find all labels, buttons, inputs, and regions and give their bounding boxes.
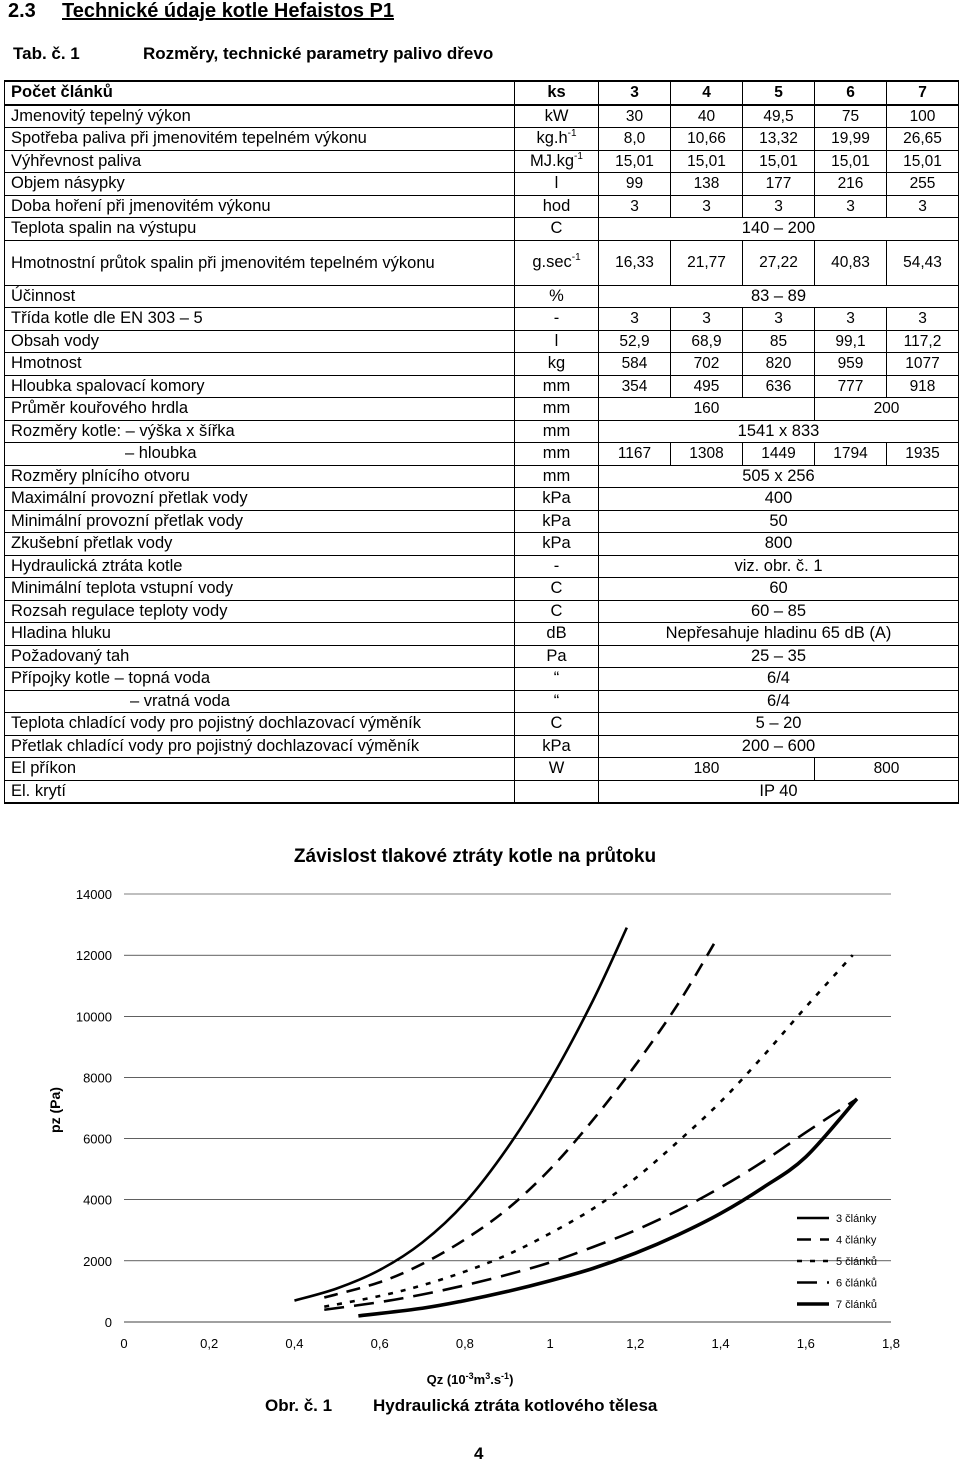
value-cell: 25 – 35 (599, 645, 959, 668)
table-row (5, 195, 959, 218)
unit-cell: C (515, 713, 599, 736)
series-line-3 (294, 928, 626, 1301)
header-value: 3 (599, 81, 671, 105)
table-row (5, 600, 959, 623)
unit-cell: % (515, 285, 599, 308)
legend-label: 7 článků (836, 1299, 877, 1311)
param-cell: Přetlak chladící vody pro pojistný dochlazovací výměník (5, 735, 515, 758)
table-row (5, 150, 959, 173)
value-cell: 117,2 (887, 330, 959, 353)
x-axis-label-part: m (473, 1372, 486, 1387)
table-row (5, 555, 959, 578)
value-cell: 180 (599, 758, 815, 781)
value-cell: 3 (671, 308, 743, 331)
value-cell: 15,01 (743, 150, 815, 173)
series-line-7 (358, 1099, 857, 1316)
value-cell: 138 (671, 173, 743, 196)
table-row (5, 308, 959, 331)
unit-cell: mm (515, 465, 599, 488)
param-cell: Hladina hluku (5, 623, 515, 646)
figure-caption-title: Hydraulická ztráta kotlového tělesa (373, 1396, 658, 1415)
unit-cell: kW (515, 105, 599, 128)
value-cell: 1308 (671, 443, 743, 466)
unit-cell: kPa (515, 735, 599, 758)
table-row (5, 420, 959, 443)
value-cell: 85 (743, 330, 815, 353)
value-cell: 918 (887, 375, 959, 398)
unit-cell: mm (515, 420, 599, 443)
x-axis-label-part: Qz (10 (426, 1372, 466, 1387)
unit-cell: kPa (515, 488, 599, 511)
value-cell: 1449 (743, 443, 815, 466)
value-cell: 959 (815, 353, 887, 376)
value-cell: 15,01 (887, 150, 959, 173)
value-cell: 1167 (599, 443, 671, 466)
value-cell: IP 40 (599, 780, 959, 803)
param-cell: Hmotnostní průtok spalin při jmenovitém tepelném výkonu (5, 240, 515, 285)
value-cell: 140 – 200 (599, 218, 959, 241)
value-cell: viz. obr. č. 1 (599, 555, 959, 578)
value-cell: 10,66 (671, 128, 743, 151)
value-cell: 702 (671, 353, 743, 376)
value-cell: 3 (815, 195, 887, 218)
value-cell: 99,1 (815, 330, 887, 353)
param-cell: Objem násypky (5, 173, 515, 196)
table-caption-title: Rozměry, technické parametry palivo dřevo (143, 44, 494, 63)
x-tick-label: 1,4 (711, 1336, 730, 1351)
value-cell: 3 (887, 195, 959, 218)
value-cell: 60 (599, 578, 959, 601)
param-cell: Přípojky kotle – topná voda (5, 668, 515, 691)
figure-caption-label: Obr. č. 1 (265, 1396, 333, 1415)
value-cell: 52,9 (599, 330, 671, 353)
unit-cell: $g.\sec^{-1}$ (515, 240, 599, 285)
param-cell: Jmenovitý tepelný výkon (5, 105, 515, 128)
value-cell: 3 (887, 308, 959, 331)
y-axis-label: pz (Pa) (47, 1087, 63, 1133)
value-cell: 27,22 (743, 240, 815, 285)
table-row (5, 353, 959, 376)
header-param: Počet článků (5, 81, 515, 105)
value-cell: 16,33 (599, 240, 671, 285)
x-tick-label: 1,6 (796, 1336, 815, 1351)
param-cell: El příkon (5, 758, 515, 781)
x-axis-label-part: -1 (501, 1371, 510, 1381)
section-title: Technické údaje kotle Hefaistos P1 (62, 0, 394, 22)
x-axis-label-part: 3 (485, 1371, 491, 1381)
unit-cell: $MJ.kg^{-1}$ (515, 150, 599, 173)
param-cell: Obsah vody (5, 330, 515, 353)
spec-table (4, 80, 959, 804)
value-cell: 777 (815, 375, 887, 398)
table-row (5, 713, 959, 736)
value-cell: 200 – 600 (599, 735, 959, 758)
value-cell: 26,65 (887, 128, 959, 151)
unit-cell: mm (515, 375, 599, 398)
value-cell: 636 (743, 375, 815, 398)
table-row (5, 218, 959, 241)
y-tick-label: 14000 (75, 887, 112, 902)
value-cell: 50 (599, 510, 959, 533)
table-header-row (5, 81, 959, 105)
legend-label: 5 článků (836, 1256, 877, 1268)
table-caption-label: Tab. č. 1 (13, 44, 80, 63)
table-row (5, 128, 959, 151)
param-cell: – vratná voda (5, 690, 515, 713)
param-cell: Rozměry plnícího otvoru (5, 465, 515, 488)
table-row (5, 375, 959, 398)
value-cell: 99 (599, 173, 671, 196)
pressure-loss-chart (0, 836, 960, 1396)
table-row (5, 240, 959, 285)
table-caption (13, 44, 493, 64)
value-cell: 1935 (887, 443, 959, 466)
value-cell: 1541 x 833 (599, 420, 959, 443)
x-tick-label: 1,8 (881, 1336, 901, 1351)
value-cell: 354 (599, 375, 671, 398)
value-cell: 800 (599, 533, 959, 556)
unit-cell (515, 780, 599, 803)
param-cell: Třída kotle dle EN 303 – 5 (5, 308, 515, 331)
unit-cell: Pa (515, 645, 599, 668)
param-cell: Zkušební přetlak vody (5, 533, 515, 556)
value-cell: 40 (671, 105, 743, 128)
unit-cell: “ (515, 668, 599, 691)
value-cell: 30 (599, 105, 671, 128)
x-tick-label: 0,6 (370, 1336, 389, 1351)
table-row (5, 758, 959, 781)
unit-cell: W (515, 758, 599, 781)
unit-cell: C (515, 600, 599, 623)
x-tick-label: 1,2 (626, 1336, 645, 1351)
unit-cell: kg (515, 353, 599, 376)
table-row (5, 105, 959, 128)
table-row (5, 668, 959, 691)
section-heading (8, 0, 394, 23)
table-row (5, 510, 959, 533)
x-tick-label: 0,2 (200, 1336, 219, 1351)
table-row (5, 533, 959, 556)
unit-cell: l (515, 330, 599, 353)
table-row (5, 780, 959, 803)
param-cell: Průměr kouřového hrdla (5, 398, 515, 421)
value-cell: 8,0 (599, 128, 671, 151)
value-cell: 3 (743, 308, 815, 331)
value-cell: 1077 (887, 353, 959, 376)
param-cell: El. krytí (5, 780, 515, 803)
value-cell: 19,99 (815, 128, 887, 151)
value-cell: 584 (599, 353, 671, 376)
value-cell: 54,43 (887, 240, 959, 285)
value-cell: 505 x 256 (599, 465, 959, 488)
value-cell: 100 (887, 105, 959, 128)
unit-cell: hod (515, 195, 599, 218)
value-cell: 400 (599, 488, 959, 511)
value-cell: 3 (671, 195, 743, 218)
x-tick-label: 0,8 (455, 1336, 474, 1351)
y-tick-label: 6000 (83, 1131, 112, 1147)
y-tick-label: 8000 (83, 1070, 112, 1086)
value-cell: Nepřesahuje hladinu 65 dB (A) (599, 623, 959, 646)
unit-cell: kPa (515, 533, 599, 556)
header-value: 5 (743, 81, 815, 105)
value-cell: 49,5 (743, 105, 815, 128)
value-cell: 60 – 85 (599, 600, 959, 623)
value-cell: 68,9 (671, 330, 743, 353)
param-cell: Teplota spalin na výstupu (5, 218, 515, 241)
y-tick-label: 12000 (75, 948, 112, 964)
unit-cell: l (515, 173, 599, 196)
table-row (5, 465, 959, 488)
unit-cell: dB (515, 623, 599, 646)
legend-label: 4 články (836, 1234, 877, 1247)
y-tick-label: 10000 (75, 1009, 112, 1025)
value-cell: 1794 (815, 443, 887, 466)
unit-cell: kPa (515, 510, 599, 533)
value-cell: 177 (743, 173, 815, 196)
header-unit: ks (515, 81, 599, 105)
value-cell: 15,01 (671, 150, 743, 173)
value-cell: 255 (887, 173, 959, 196)
param-cell: Hloubka spalovací komory (5, 375, 515, 398)
table-row (5, 690, 959, 713)
y-tick-label: 0 (104, 1315, 112, 1330)
header-value: 6 (815, 81, 887, 105)
param-cell: Rozsah regulace teploty vody (5, 600, 515, 623)
table-row (5, 285, 959, 308)
series-line-6 (324, 1099, 857, 1310)
value-cell: 6/4 (599, 690, 959, 713)
x-axis-label-part: -3 (465, 1371, 474, 1381)
legend-label: 3 články (836, 1213, 877, 1225)
y-tick-label: 4000 (83, 1192, 112, 1208)
chart-title: Závislost tlakové ztráty kotle na průtoku (293, 846, 657, 867)
unit-cell: $kg.h^{-1}$ (515, 128, 599, 151)
x-tick-label: 0,4 (285, 1336, 304, 1351)
unit-cell: mm (515, 398, 599, 421)
table-row (5, 645, 959, 668)
page-number: 4 (474, 1444, 484, 1463)
param-cell: Spotřeba paliva při jmenovitém tepelném výkonu (5, 128, 515, 151)
value-cell: 216 (815, 173, 887, 196)
value-cell: 40,83 (815, 240, 887, 285)
value-cell: 15,01 (815, 150, 887, 173)
table-row (5, 398, 959, 421)
value-cell: 13,32 (743, 128, 815, 151)
value-cell: 3 (743, 195, 815, 218)
value-cell: 800 (815, 758, 959, 781)
value-cell: 160 (599, 398, 815, 421)
legend-label: 6 článků (836, 1277, 877, 1290)
param-cell: Hydraulická ztráta kotle (5, 555, 515, 578)
header-value: 7 (887, 81, 959, 105)
value-cell: 21,77 (671, 240, 743, 285)
param-cell: Maximální provozní přetlak vody (5, 488, 515, 511)
header-value: 4 (671, 81, 743, 105)
value-cell: 3 (815, 308, 887, 331)
unit-cell: C (515, 578, 599, 601)
param-cell: Hmotnost (5, 353, 515, 376)
param-cell: Minimální teplota vstupní vody (5, 578, 515, 601)
value-cell: 75 (815, 105, 887, 128)
param-cell: – hloubka (5, 443, 515, 466)
value-cell: 6/4 (599, 668, 959, 691)
param-cell: Účinnost (5, 285, 515, 308)
x-tick-label: 1 (546, 1336, 554, 1351)
x-axis-label (427, 1371, 514, 1387)
param-cell: Výhřevnost paliva (5, 150, 515, 173)
value-cell: 3 (599, 195, 671, 218)
value-cell: 5 – 20 (599, 713, 959, 736)
x-tick-label: 0 (120, 1336, 128, 1351)
table-row (5, 623, 959, 646)
section-number: 2.3 (8, 0, 36, 22)
table-row (5, 443, 959, 466)
unit-cell: C (515, 218, 599, 241)
unit-cell: mm (515, 443, 599, 466)
value-cell: 820 (743, 353, 815, 376)
table-row (5, 330, 959, 353)
param-cell: Rozměry kotle: – výška x šířka (5, 420, 515, 443)
table-row (5, 488, 959, 511)
value-cell: 83 – 89 (599, 285, 959, 308)
x-axis-label-part: ) (509, 1372, 514, 1387)
table-row (5, 578, 959, 601)
value-cell: 200 (815, 398, 959, 421)
unit-cell: - (515, 555, 599, 578)
param-cell: Doba hoření při jmenovitém výkonu (5, 195, 515, 218)
param-cell: Minimální provozní přetlak vody (5, 510, 515, 533)
value-cell: 3 (599, 308, 671, 331)
y-tick-label: 2000 (83, 1253, 112, 1269)
value-cell: 15,01 (599, 150, 671, 173)
value-cell: 495 (671, 375, 743, 398)
x-axis-label-part: .s (490, 1372, 502, 1387)
unit-cell: - (515, 308, 599, 331)
param-cell: Teplota chladící vody pro pojistný dochlazovací výměník (5, 713, 515, 736)
unit-cell: “ (515, 690, 599, 713)
param-cell: Požadovaný tah (5, 645, 515, 668)
table-row (5, 735, 959, 758)
table-row (5, 173, 959, 196)
